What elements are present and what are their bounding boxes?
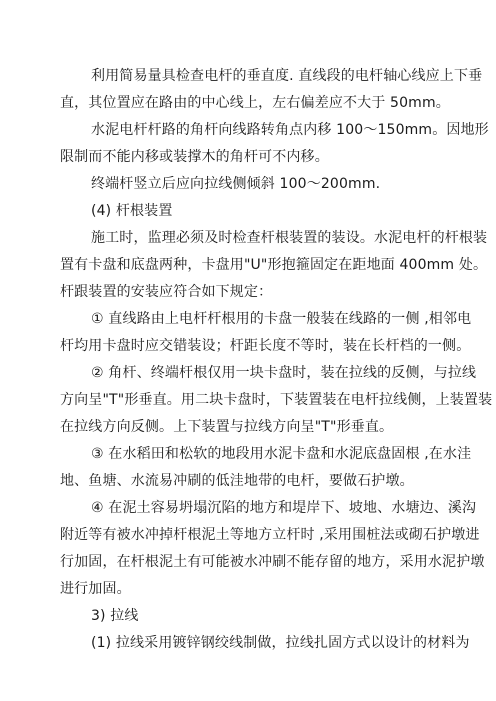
text-line: 终端杆竖立后应向拉线侧倾斜 100～200mm. [91, 176, 381, 192]
text-line: 水泥电杆杆路的角杆向线路转角点内移 100～150mm。因地形 [91, 122, 489, 138]
section-heading: (4) 杆根装置 [91, 203, 173, 219]
list-item-line: 附近等有被水冲掉杆根泥土等地方立杆时 ,采用围桩法或砌石护墩进 [60, 527, 480, 543]
list-item-line: 在拉线方向反侧。上下装置与拉线方向呈"T"形垂直。 [60, 419, 394, 435]
list-item-line: 地、鱼塘、水流易冲刷的低洼地带的电杆，要做石护墩。 [60, 473, 414, 489]
list-item-line: ① 直线路由上电杆杆根用的卡盘一般装在线路的一侧 ,相邻电 [91, 311, 472, 327]
text-line: 限制而不能内移或装撑木的角杆可不内移。 [60, 149, 329, 165]
text-line: 施工时，监理必须及时检查杆根装置的装设。水泥电杆的杆根装 [91, 230, 488, 246]
list-item-line: ② 角杆、终端杆根仅用一块卡盘时，装在拉线的反侧，与拉线 [91, 365, 477, 381]
list-item-line: 行加固，在杆根泥土有可能被水冲刷不能存留的地方，采用水泥护墩 [60, 554, 485, 570]
list-item-line: 杆均用卡盘时应交错装设；杆距长度不等时，装在长杆档的一侧。 [60, 338, 471, 354]
list-item-line: 进行加固。 [60, 581, 131, 597]
text-line: 利用简易量具检查电杆的垂直度. 直线段的电杆轴心线应上下垂 [91, 68, 483, 84]
text-line: 杆跟装置的安装应符合如下规定： [60, 284, 273, 300]
list-item-line: ③ 在水稻田和松软的地段用水泥卡盘和水泥底盘固根 ,在水洼 [91, 446, 472, 462]
text-line: 置有卡盘和底盘两种，卡盘用"U"形抱箍固定在距地面 400mm 处。 [60, 257, 488, 273]
list-item-line: ④ 在泥土容易坍塌沉陷的地方和堤岸下、坡地、水塘边、溪沟 [91, 500, 477, 516]
section-heading: 3) 拉线 [91, 608, 139, 624]
list-item-line: 方向呈"T"形垂直。用二块卡盘时，下装置装在电杆拉线侧，上装置装 [60, 392, 493, 408]
text-line: (1) 拉线采用镀锌钢绞线制做，拉线扎固方式以设计的材料为 [91, 635, 470, 651]
text-line: 直，其位置应在路由的中心线上，左右偏差应不大于 50mm。 [60, 95, 450, 111]
